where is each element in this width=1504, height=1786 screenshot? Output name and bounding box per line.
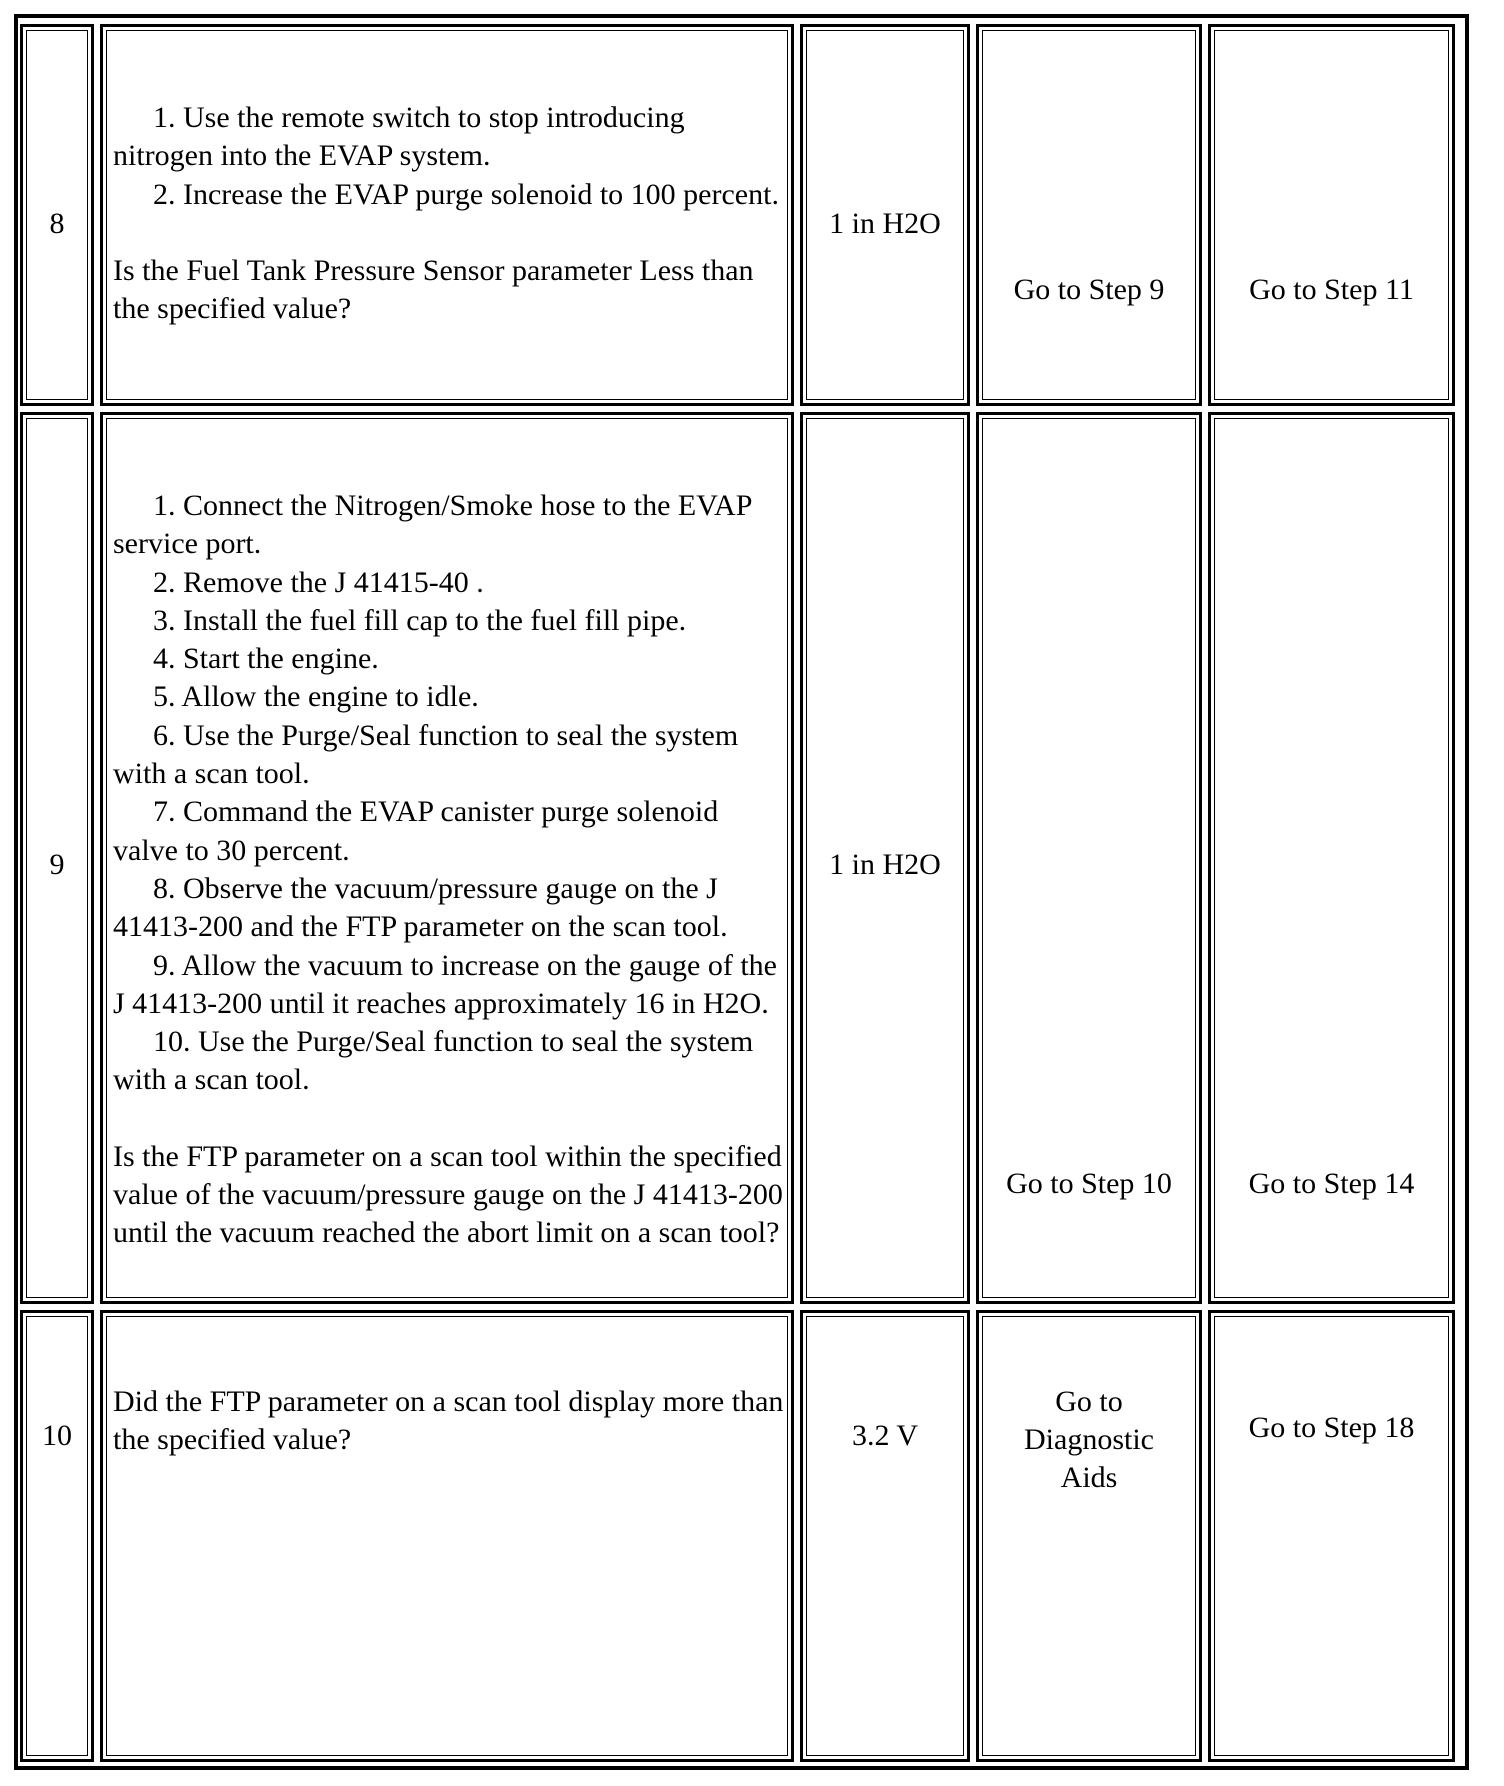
yes-action: Go to Diagnostic Aids (1024, 1385, 1154, 1494)
specified-value: 1 in H2O (829, 207, 941, 240)
no-action: Go to Step 18 (1248, 1411, 1415, 1444)
yes-cell (976, 24, 1202, 406)
step-number: 8 (49, 207, 65, 240)
value-cell (800, 1310, 970, 1762)
yes-cell (976, 412, 1202, 1304)
no-cell (1208, 24, 1455, 406)
value-cell (800, 412, 970, 1304)
step-number: 9 (49, 848, 65, 881)
specified-value: 3.2 V (851, 1419, 919, 1452)
no-cell (1208, 1310, 1455, 1762)
action-list (113, 99, 785, 328)
question-text: Did the FTP parameter on a scan tool display more than the specified value? (113, 1385, 784, 1457)
yes-cell (976, 1310, 1202, 1762)
action-item: 7. Command the EVAP canister purge solenoid valve to 30 percent. (113, 795, 719, 867)
action-cell (100, 1310, 794, 1762)
action-item: 1. Use the remote switch to stop introducing nitrogen into the EVAP system. (113, 101, 685, 173)
specified-value: 1 in H2O (829, 848, 941, 881)
action-list (113, 487, 785, 1253)
action-cell (100, 412, 794, 1304)
no-action: Go to Step 11 (1249, 273, 1414, 306)
question-text: Is the FTP parameter on a scan tool within the specified value of the vacuum/pressure gauge on the J 41413-200 until the vacuum reached the abort limit on a scan tool? (113, 1139, 783, 1250)
action-item: 2. Remove the J 41415-40 . (153, 565, 484, 599)
step-cell (20, 24, 94, 406)
yes-action: Go to Step 10 (1006, 1167, 1172, 1200)
action-item: 6. Use the Purge/Seal function to seal the system with a scan tool. (113, 718, 739, 791)
no-action: Go to Step 14 (1248, 1167, 1415, 1200)
action-item: 10. Use the Purge/Seal function to seal the system with a scan tool. (113, 1025, 754, 1097)
action-cell (100, 24, 794, 406)
action-item: 2. Increase the EVAP purge solenoid to 100 percent. (153, 177, 779, 211)
action-list (113, 1383, 785, 1460)
action-item: 4. Start the engine. (153, 642, 379, 676)
value-cell (800, 24, 970, 406)
action-item: 9. Allow the vacuum to increase on the gauge of the J 41413-200 until it reaches approximately 16 in H2O. (113, 948, 777, 1020)
action-item: 1. Connect the Nitrogen/Smoke hose to the EVAP service port. (113, 489, 752, 561)
action-item: 5. Allow the engine to idle. (153, 680, 479, 714)
diagnostic-table (14, 14, 1469, 1770)
step-cell (20, 1310, 94, 1762)
yes-action: Go to Step 9 (1013, 273, 1165, 306)
action-item: 8. Observe the vacuum/pressure gauge on the J 41413-200 and the FTP parameter on the scan tool. (113, 871, 728, 944)
step-number: 10 (42, 1419, 72, 1452)
question-text: Is the Fuel Tank Pressure Sensor parameter Less than the specified value? (113, 253, 754, 326)
action-item: 3. Install the fuel fill cap to the fuel fill pipe. (153, 603, 687, 637)
step-cell (20, 412, 94, 1304)
no-cell (1208, 412, 1455, 1304)
